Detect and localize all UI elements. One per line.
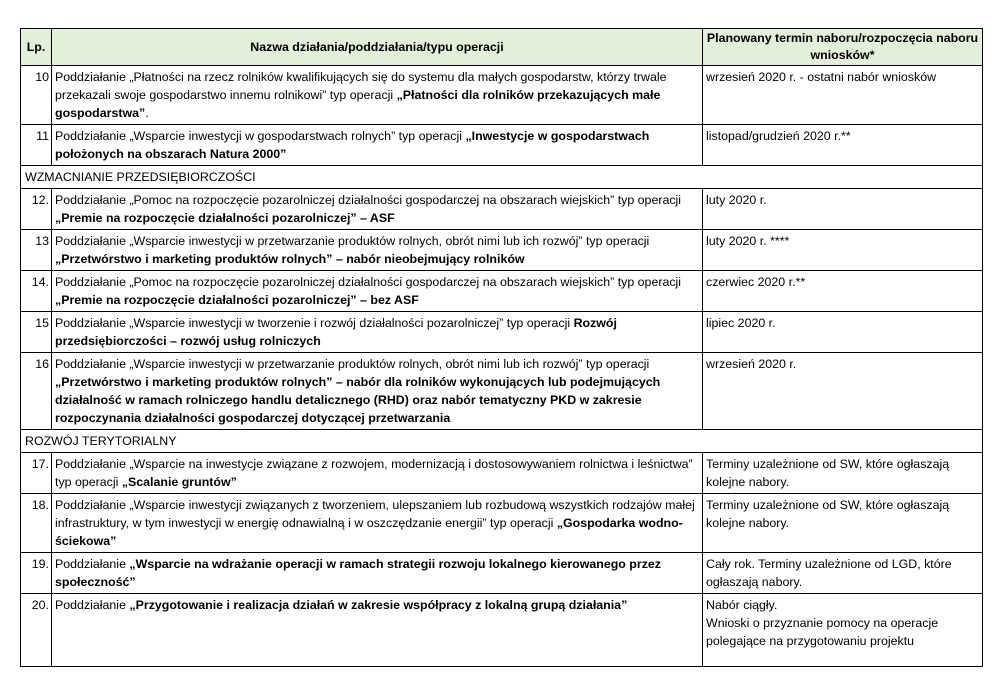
row-number: 13 (21, 230, 52, 271)
row-description (52, 353, 703, 430)
row-text-bold: „Gospodarka wodno-ściekowa” (55, 516, 683, 548)
row-text: Poddziałanie (55, 557, 130, 571)
row-text: Poddziałanie „Pomoc na rozpoczęcie pozarolniczej działalności gospodarczej na obszarach wiejskich” typ operacji (55, 275, 682, 289)
section-row (21, 430, 983, 453)
row-term: Terminy uzależnione od SW, które ogłaszają kolejne nabory. (703, 494, 983, 553)
table-row (21, 494, 983, 553)
row-term: lipiec 2020 r. (703, 312, 983, 353)
row-description (52, 312, 703, 353)
row-number: 20. (21, 594, 52, 667)
table-row (21, 553, 983, 594)
table-row (21, 312, 983, 353)
row-text-bold: „Płatności dla rolników przekazujących małe gospodarstwa” (55, 88, 661, 120)
header-term: Planowany termin naboru/rozpoczęcia naboru wniosków* (703, 29, 983, 66)
row-text: Poddziałanie „Wsparcie inwestycji w tworzenie i rozwój działalności pozarolniczej” typ operacji (55, 316, 574, 330)
row-text: Poddziałanie „Wsparcie inwestycji w gospodarstwach rolnych” typ operacji (55, 129, 466, 143)
section-row (21, 166, 983, 189)
row-description (52, 189, 703, 230)
row-number: 18. (21, 494, 52, 553)
row-term: luty 2020 r. (703, 189, 983, 230)
row-text: Poddziałanie „Wsparcie inwestycji związanych z tworzeniem, ulepszaniem lub rozbudową wszystkich rodzajów małej infrastruktury, w tym inwestycji w energię odnawialną i w oszczędzanie energii” typ operacji (55, 498, 695, 530)
row-text-bold: „Premie na rozpoczęcie działalności pozarolniczej” – bez ASF (55, 293, 419, 307)
row-text-bold: „Wsparcie na wdrażanie operacji w ramach strategii rozwoju lokalnego kierowanego przez społeczność” (55, 557, 661, 589)
row-term: listopad/grudzień 2020 r.** (703, 125, 983, 166)
row-text: Poddziałanie (55, 598, 130, 612)
row-text-bold: „Premie na rozpoczęcie działalności pozarolniczej” – ASF (55, 211, 395, 225)
row-text-bold: „Przetwórstwo i marketing produktów rolnych” – nabór nieobejmujący rolników (55, 252, 525, 266)
row-number: 16 (21, 353, 52, 430)
row-term (703, 594, 983, 667)
row-text: Poddziałanie „Płatności na rzecz rolników kwalifikujących się do systemu dla małych gospodarstw, którzy trwale przekazali swoje gospodarstwo innemu rolnikowi” typ operacji (55, 70, 667, 102)
row-number: 14. (21, 271, 52, 312)
row-term: Cały rok. Terminy uzależnione od LGD, które ogłaszają nabory. (703, 553, 983, 594)
header-name: Nazwa działania/poddziałania/typu operacji (52, 29, 703, 66)
row-number: 10 (21, 66, 52, 125)
row-description (52, 453, 703, 494)
row-term: wrzesień 2020 r. - ostatni nabór wniosków (703, 66, 983, 125)
row-description (52, 594, 703, 667)
table-row (21, 271, 983, 312)
row-description (52, 66, 703, 125)
operations-table (20, 28, 983, 667)
table-header-row (21, 29, 983, 66)
row-number: 12. (21, 189, 52, 230)
row-text-bold: „Inwestycje w gospodarstwach położonych na obszarach Natura 2000” (55, 129, 650, 161)
header-lp: Lp. (21, 29, 52, 66)
row-number: 19. (21, 553, 52, 594)
table-row (21, 66, 983, 125)
row-description (52, 494, 703, 553)
row-description (52, 271, 703, 312)
row-text: Poddziałanie „Wsparcie na inwestycje związane z rozwojem, modernizacją i dostosowywaniem rolnictwa i leśnictwa” typ operacji (55, 457, 693, 489)
row-text-end: . (145, 106, 149, 120)
row-text-bold: „Przygotowanie i realizacja działań w zakresie współpracy z lokalną grupą działania” (129, 598, 628, 612)
row-term: wrzesień 2020 r. (703, 353, 983, 430)
row-term: czerwiec 2020 r.** (703, 271, 983, 312)
row-description (52, 125, 703, 166)
table-row (21, 125, 983, 166)
section-title: ROZWÓJ TERYTORIALNY (21, 430, 983, 453)
row-text-bold: Rozwój przedsiębiorczości – rozwój usług rolniczych (55, 316, 617, 348)
row-description (52, 553, 703, 594)
table-row (21, 189, 983, 230)
table-row (21, 594, 983, 667)
row-term-line1: Nabór ciągły. (706, 598, 778, 612)
row-text: Poddziałanie „Pomoc na rozpoczęcie pozarolniczej działalności gospodarczej na obszarach wiejskich” typ operacji (55, 193, 682, 207)
row-text: Poddziałanie „Wsparcie inwestycji w przetwarzanie produktów rolnych, obrót nimi lub ich rozwój” typ operacji (55, 357, 650, 371)
row-text: Poddziałanie „Wsparcie inwestycji w przetwarzanie produktów rolnych, obrót nimi lub ich rozwój” typ operacji (55, 234, 650, 248)
row-text-bold: „Przetwórstwo i marketing produktów rolnych” – nabór dla rolników wykonujących lub podejmujących działalność w ramach rolniczego handlu detalicznego (RHD) oraz nabór tematyczny PKD w zakresie rozpoczynania działalności gospodarczej dotyczącej przetwarzania (55, 375, 661, 425)
section-title: WZMACNIANIE PRZEDSIĘBIORCZOŚCI (21, 166, 983, 189)
row-text-bold: „Scalanie gruntów” (121, 475, 237, 489)
row-number: 11 (21, 125, 52, 166)
row-number: 15 (21, 312, 52, 353)
row-term: Terminy uzależnione od SW, które ogłaszają kolejne nabory. (703, 453, 983, 494)
row-term-line2: Wnioski o przyznanie pomocy na operacje polegające na przygotowaniu projektu (706, 616, 939, 648)
row-term: luty 2020 r. **** (703, 230, 983, 271)
document-page (20, 28, 982, 667)
row-description (52, 230, 703, 271)
table-row (21, 353, 983, 430)
table-row (21, 230, 983, 271)
table-row (21, 453, 983, 494)
row-number: 17. (21, 453, 52, 494)
